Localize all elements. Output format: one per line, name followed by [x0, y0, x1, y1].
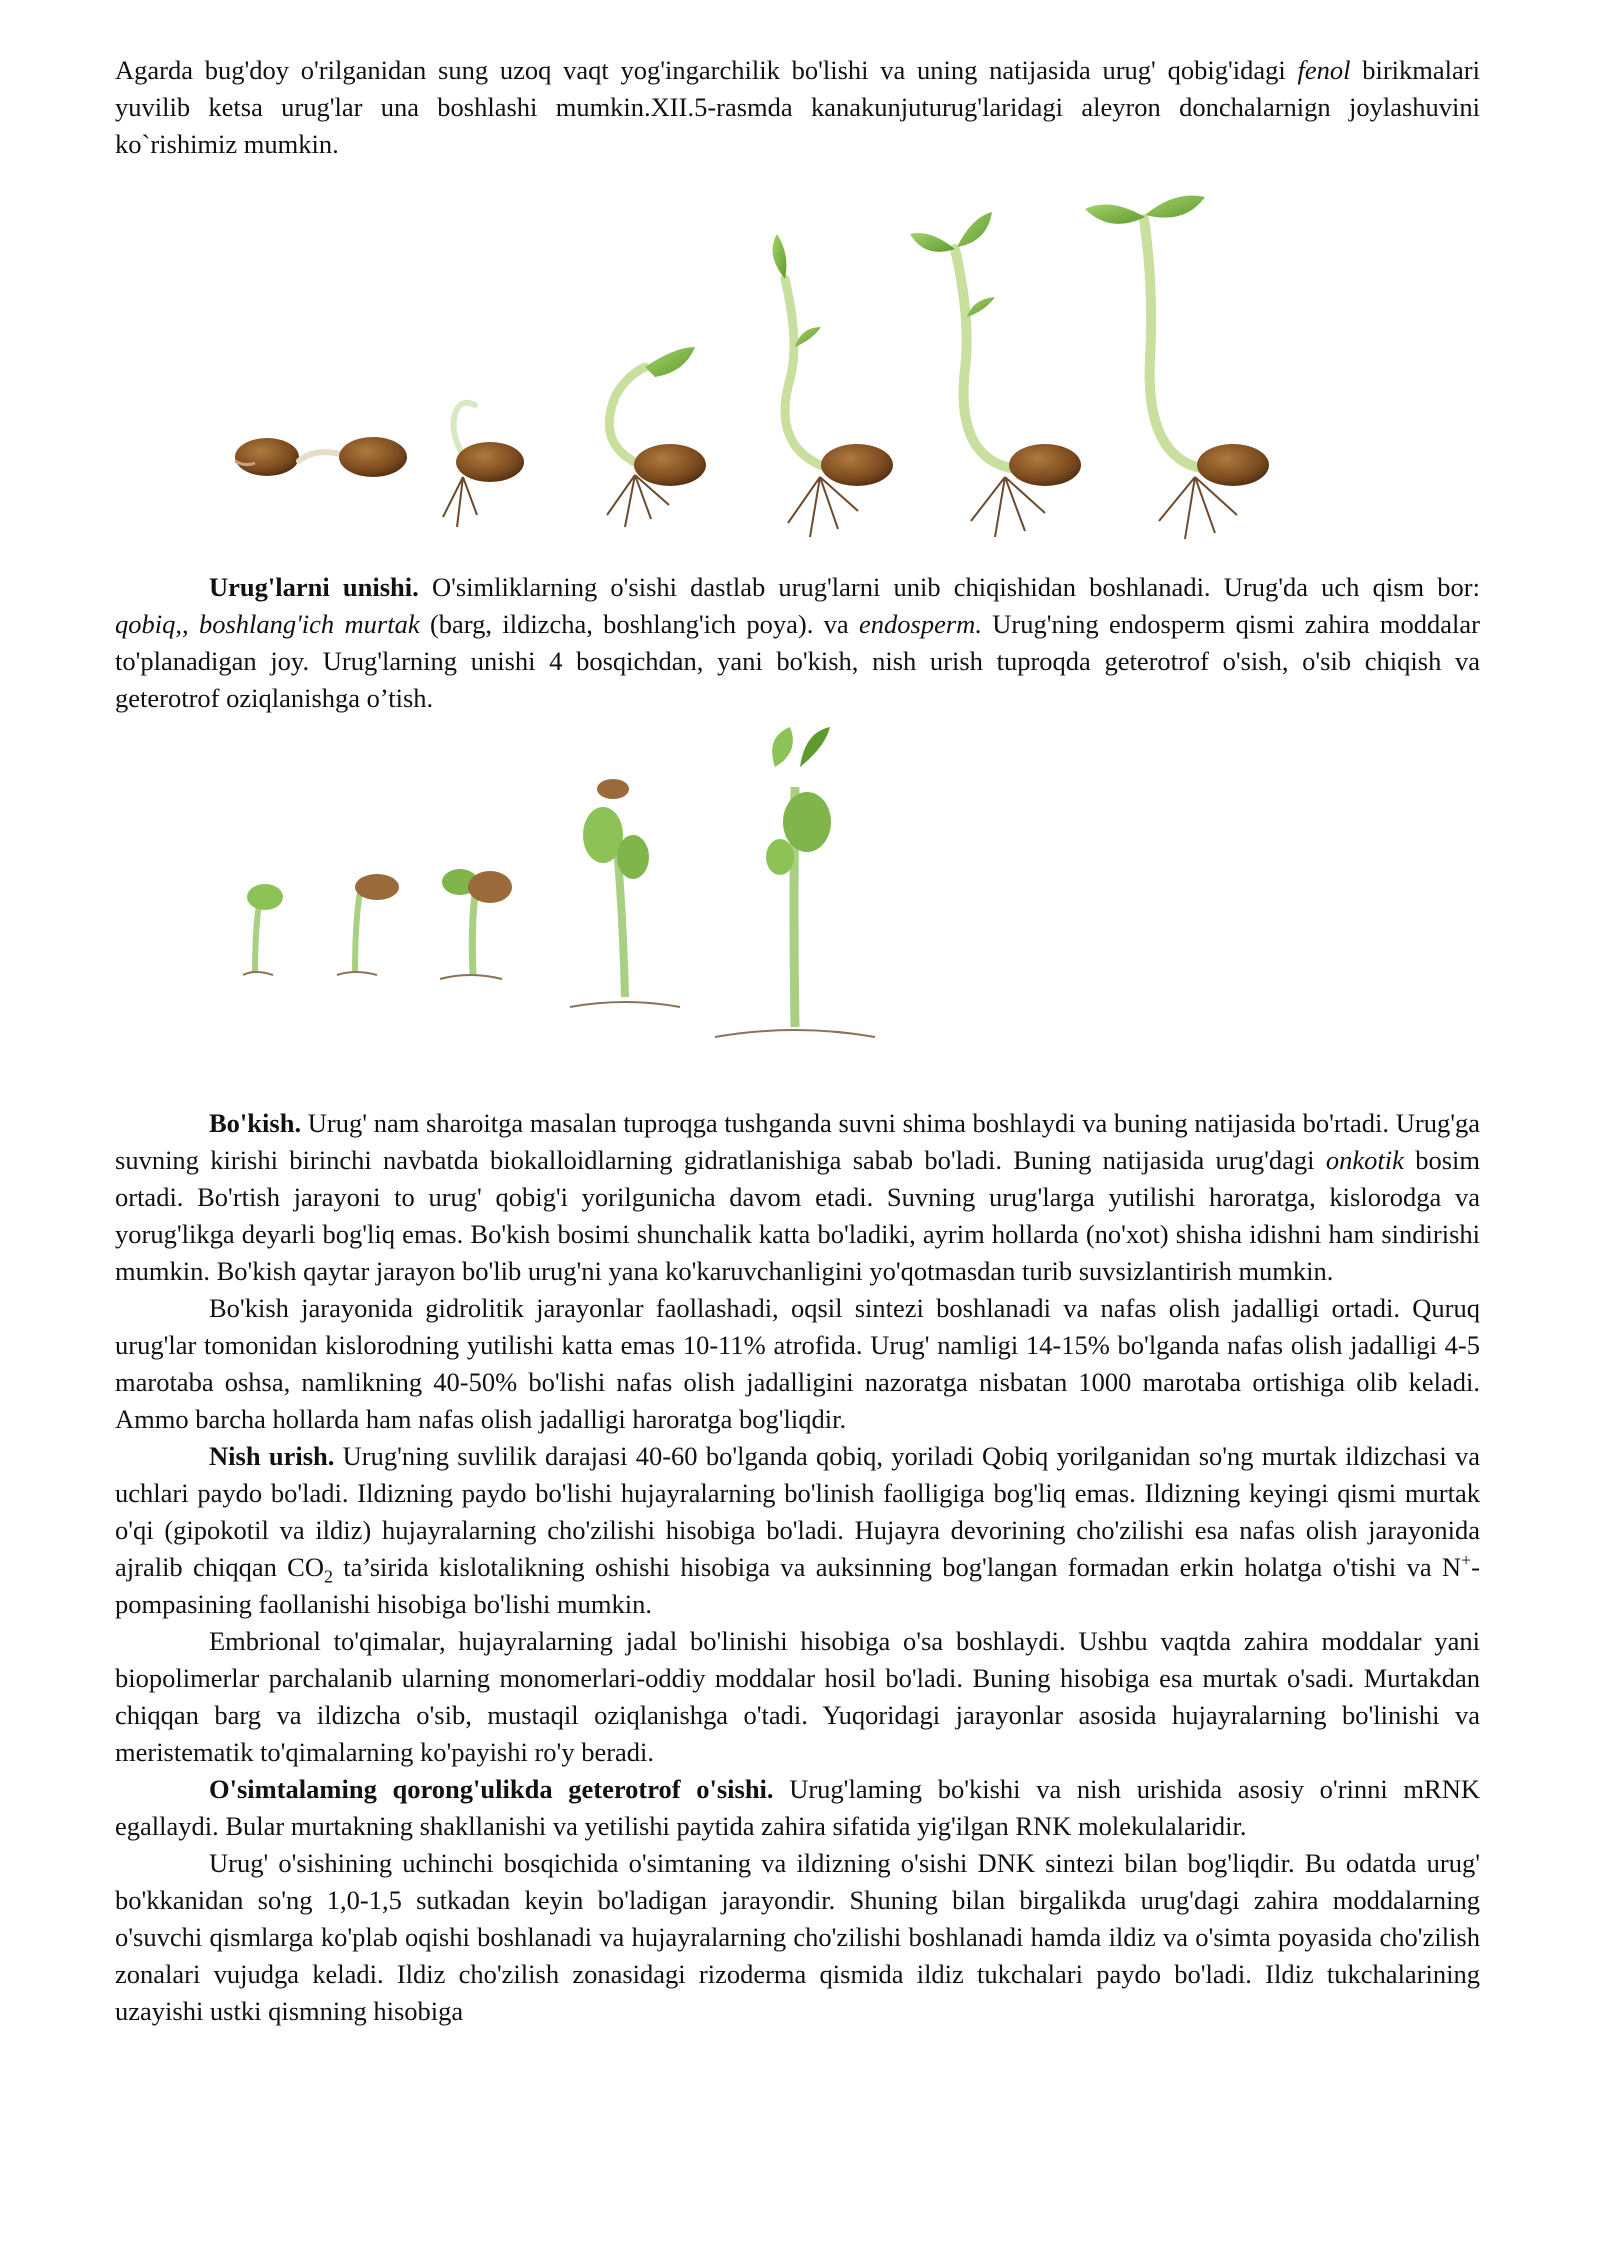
seedling-2 [337, 874, 399, 975]
seed-stage-1 [235, 438, 299, 476]
bokish-text-2: bosim ortadi. Bo'rtish jarayoni to urug' qobig'i yorilgunicha davom etadi. Suvning urug'larga yutilishi haroratga, kislorodga va yorug'likga deyarli bog'liq emas. Bo'kish bosimi shunchalik katta bo'ladiki, ayrim hollarda (no'xot) shisha idishni ham sindirishi mumkin. Bo'kish qaytar jarayon bo'lib urug'ni yana ko'karuvchanligini yo'qotmasdan turib suvsizlantirish mumkin. [115, 1145, 1480, 1286]
seed-stage-5 [773, 234, 894, 537]
seed-stage-7 [1085, 195, 1269, 539]
intro-paragraph [115, 52, 1480, 163]
seedling-figure [115, 727, 1480, 1105]
germination-stages-image [115, 177, 1480, 569]
unishi-text-2: (barg, ildizcha, boshlang'ich poya). va [419, 609, 860, 639]
qorong-paragraph [115, 1771, 1480, 1845]
unishi-text-3: Urug'ning endosperm qismi zahira moddalar to'planadigan joy. Urug'larning unishi 4 bosqichdan, yani bo'kish, nish urish tuproqda geterotrof o'sish, o'sib chiqish va geterotrof oziqlanishga o’tish. [115, 609, 1480, 713]
unishi-italic-2: endosperm. [859, 609, 982, 639]
bokish-paragraph [115, 1105, 1480, 1290]
germination-figure [115, 177, 1480, 569]
ion-superscript: + [1461, 1550, 1472, 1571]
unishi-heading: Urug'larni unishi. [209, 572, 419, 602]
seedling-1 [243, 884, 283, 975]
bokish-text-1: Urug' nam sharoitga masalan tuproqga tushganda suvni shima boshlaydi va buning natijasida bo'rtadi. Urug'ga suvning kirishi birinchi navbatda biokalloidlarning gidratlanishiga sabab bo'ladi. Buning natijasida urug'dagi [115, 1108, 1480, 1175]
embrional-paragraph: Embrional to'qimalar, hujayralarning jadal bo'linishi hisobiga o'sa boshlaydi. Ushbu vaqtda zahira moddalar yani biopolimerlar parchalanib ularning monomerlari-oddiy moddalar hosil bo'ladi. Buning hisobiga esa murtak o'sadi. Murtakdan chiqqan barg va ildizcha o'sib, mustaqil oziqlanishga o'tadi. Yuqoridagi jarayonlar asosida hujayralarning bo'linishi va meristematik to'qimalarning ko'payishi ro'y beradi. [115, 1626, 1480, 1767]
nish-heading: Nish urish. [209, 1441, 335, 1471]
qorong-text: Urug'laming bo'kishi va nish urishida asosiy o'rinni mRNK egallaydi. Bular murtakning shakllanishi va yetilishi paytida zahira sifatida yig'ilgan RNK molekulalaridir. [115, 1774, 1480, 1841]
seedling-emergence-image [115, 727, 1480, 1105]
gidrolitik-paragraph: Bo'kish jarayonida gidrolitik jarayonlar faollashadi, oqsil sintezi boshlanadi va nafas olish jadalligi ortadi. Quruq urug'lar tomonidan kislorodning yutilishi katta emas 10-11% atrofida. Urug' namligi 14-15% bo'lganda nafas olish jadalligi 4-5 marotaba oshsa, namlikning 40-50% bo'lishi nafas olish jadalligini nazoratga nisbatan 1000 marotaba ortishiga olib keladi. Ammo barcha hollarda ham nafas olish jadalligi haroratga bog'liqdir. [115, 1293, 1480, 1434]
nish-text-3: -pompasining faollanishi hisobiga bo'lishi mumkin. [115, 1552, 1480, 1619]
seed-stage-3 [443, 403, 524, 527]
bokish-heading: Bo'kish. [209, 1108, 302, 1138]
seed-stage-6 [910, 212, 1081, 537]
qorong-heading: O'simtalaming qorong'ulikda geterotrof o'sishi. [209, 1774, 774, 1804]
nish-text-1: Urug'ning suvlilik darajasi 40-60 bo'lganda qobiq, yoriladi Qobiq yorilganidan so'ng murtak ildizchasi va uchlari paydo bo'ladi. Ildizning paydo bo'lishi hujayralarning bo'linish faolligiga bog'liq emas. Ildizning keyingi qismi murtak o'qi (gipokotil va ildiz) hujayralarning cho'zilishi hisobiga bo'ladi. Hujayra devorining cho'zilishi esa nafas olish jarayonida ajralib chiqqan CO [115, 1441, 1480, 1582]
seedling-4 [570, 779, 680, 1007]
intro-text: Agarda bug'doy o'rilganidan sung uzoq vaqt yog'ingarchilik bo'lishi va uning natijasida urug' qobig'idagi [115, 55, 1286, 85]
uchinchi-paragraph: Urug' o'sishining uchinchi bosqichida o'simtaning va ildizning o'sishi DNK sintezi bilan bog'liqdir. Bu odatda urug' bo'kkanidan so'ng 1,0-1,5 sutkadan keyin bo'ladigan jarayondir. Shuning bilan birgalikda urug'dagi zahira moddalarning o'suvchi qismlarga ko'plab oqishi boshlanadi va hujayralarning cho'zilishi boshlanadi hamda ildiz va o'simta poyasida cho'zilish zonalari vujudga keladi. Ildiz cho'zilish zonasidagi rizoderma qismida ildiz tukchalari paydo bo'ladi. Ildiz tukchalarining uzayishi ustki qismning hisobiga [115, 1848, 1480, 2026]
unishi-italic-1: qobiq,, boshlang'ich murtak [115, 609, 420, 639]
co2-subscript: 2 [323, 1566, 333, 1587]
seedling-3 [440, 869, 512, 979]
intro-text-cont: birikmalari yuvilib ketsa urug'lar una boshlashi mumkin.XII.5-rasmda kanakunjuturug'laridagi aleyron donchalarnign joylashuvini ko`rishimiz mumkin. [115, 55, 1480, 159]
unishi-text-1: O'simliklarning o'sishi dastlab urug'larni unib chiqishidan boshlanadi. Urug'da uch qism bor: [418, 572, 1480, 602]
seedling-5 [715, 727, 875, 1037]
nish-text-2: ta’sirida kislotalikning oshishi hisobiga va auksinning bog'langan formadan erkin holatga o'tishi va N [332, 1552, 1462, 1582]
fenol-term: fenol [1297, 55, 1351, 85]
seed-stage-2 [299, 437, 407, 477]
nish-paragraph [115, 1438, 1480, 1623]
document-page [115, 52, 1480, 2030]
unishi-paragraph [115, 569, 1480, 717]
seed-stage-4 [607, 347, 706, 527]
onkotik-term: onkotik [1325, 1145, 1404, 1175]
